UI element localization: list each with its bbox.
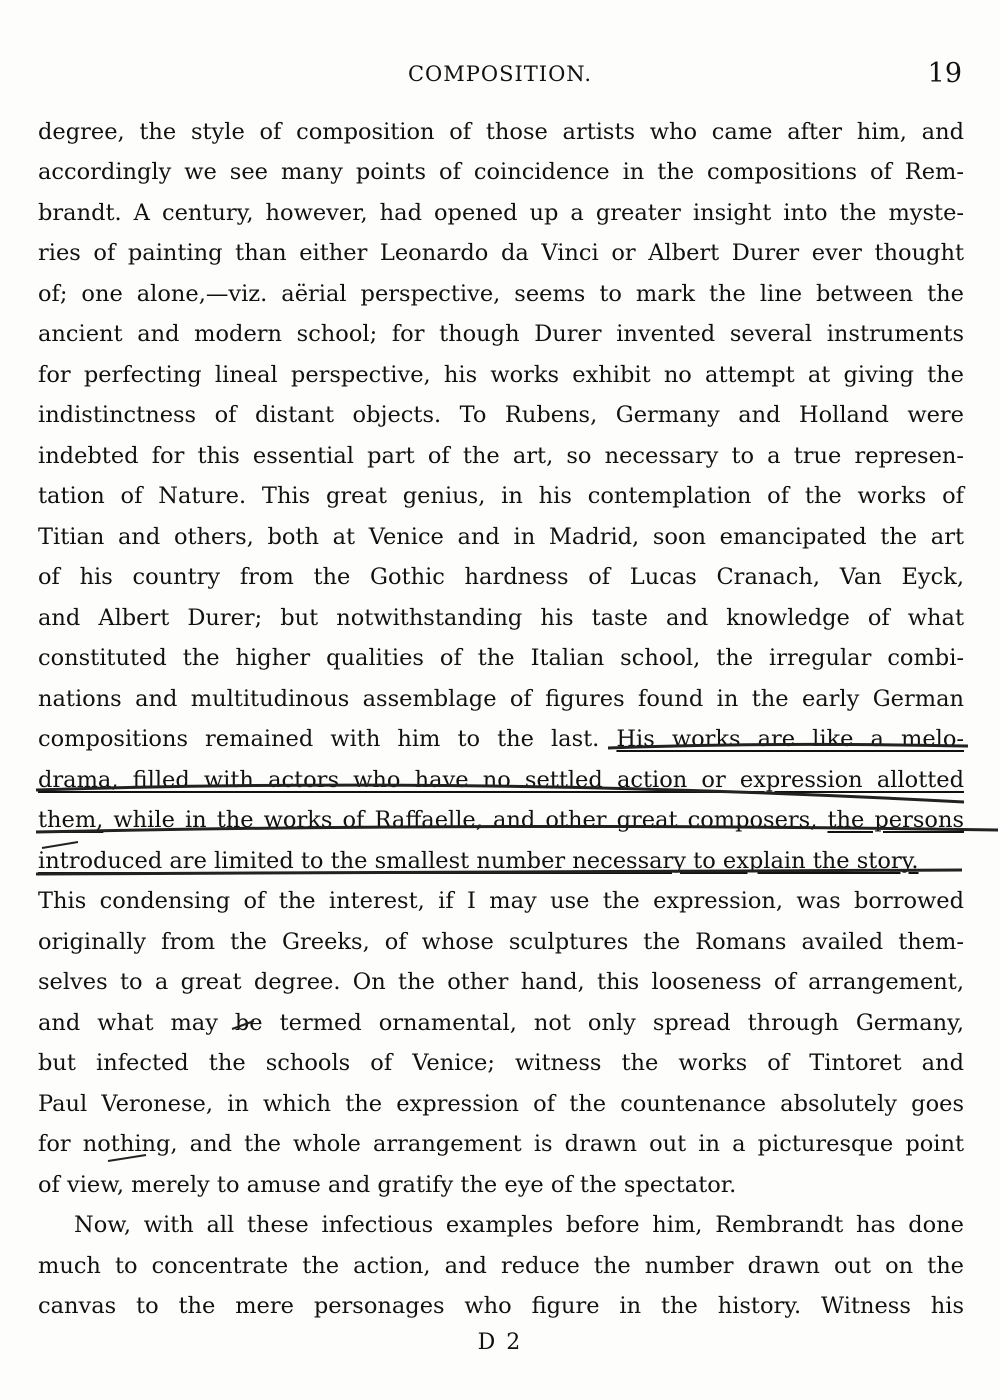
text-line: This condensing of the interest, if I may use the expression, was borrowed	[38, 888, 964, 914]
text-line	[38, 841, 964, 881]
text-line	[38, 760, 964, 800]
text-line: nations and multitudinous assemblage of figures found in the early German	[38, 686, 964, 712]
text-line: much to concentrate the action, and reduce the number drawn out on the	[38, 1253, 964, 1279]
text-segment: while in the works of Raffaelle, and other great composers,	[103, 807, 818, 833]
text-line: Paul Veronese, in which the expression of the countenance absolutely goes	[38, 1091, 964, 1117]
text-segment: compositions remained with him to the last.	[38, 726, 600, 752]
underlined-passage: the persons	[827, 807, 965, 833]
text-line: ancient and modern school; for though Durer invented several instruments	[38, 321, 964, 347]
text-line: indebted for this essential part of the art, so necessary to a true represen-	[38, 443, 964, 469]
text-line: of; one alone,—viz. aërial perspective, seems to mark the line between the	[38, 281, 964, 307]
text-line: Titian and others, both at Venice and in Madrid, soon emancipated the art	[38, 524, 964, 550]
text-line: and Albert Durer; but notwithstanding his taste and knowledge of what	[38, 605, 964, 631]
text-line: tation of Nature. This great genius, in his contemplation of the works of	[38, 483, 964, 509]
underlined-passage: His works are like a melo-	[616, 726, 965, 752]
signature-mark: D 2	[477, 1330, 523, 1355]
text-line: and what may be termed ornamental, not only spread through Germany,	[38, 1010, 964, 1036]
text-line: canvas to the mere personages who figure in the history. Witness his	[38, 1293, 964, 1319]
page-header	[0, 58, 1000, 94]
text-line: ries of painting than either Leonardo da Vinci or Albert Durer ever thought	[38, 240, 964, 266]
text-line: accordingly we see many points of coincidence in the compositions of Rem-	[38, 159, 964, 185]
text-line: selves to a great degree. On the other hand, this looseness of arrangement,	[38, 969, 964, 995]
text-line	[38, 719, 964, 759]
running-title: COMPOSITION.	[407, 62, 593, 86]
text-line: originally from the Greeks, of whose sculptures the Romans availed them-	[38, 929, 964, 955]
text-line: for nothing, and the whole arrangement is drawn out in a picturesque point	[38, 1131, 964, 1157]
text-line: but infected the schools of Venice; witness the works of Tintoret and	[38, 1050, 964, 1076]
text-line	[38, 800, 964, 840]
text-line: constituted the higher qualities of the Italian school, the irregular combi-	[38, 645, 964, 671]
underlined-passage: them,	[38, 807, 104, 833]
paragraph-first-line: Now, with all these infectious examples before him, Rembrandt has done	[74, 1212, 964, 1238]
text-line: brandt. A century, however, had opened up a greater insight into the myste-	[38, 200, 964, 226]
text-line: indistinctness of distant objects. To Rubens, Germany and Holland were	[38, 402, 964, 428]
underlined-passage: introduced are limited to the smallest number necessary to explain the story.	[38, 848, 919, 874]
underlined-passage: drama, filled with actors who have no settled action or expression allotted	[38, 767, 964, 793]
text-line: for perfecting lineal perspective, his works exhibit no attempt at giving the	[38, 362, 964, 388]
text-line: of his country from the Gothic hardness of Lucas Cranach, Van Eyck,	[38, 564, 964, 590]
text-line: degree, the style of composition of those artists who came after him, and	[38, 119, 964, 145]
text-line: of view, merely to amuse and gratify the eye of the spectator.	[38, 1172, 737, 1198]
page-number: 19	[927, 58, 962, 89]
